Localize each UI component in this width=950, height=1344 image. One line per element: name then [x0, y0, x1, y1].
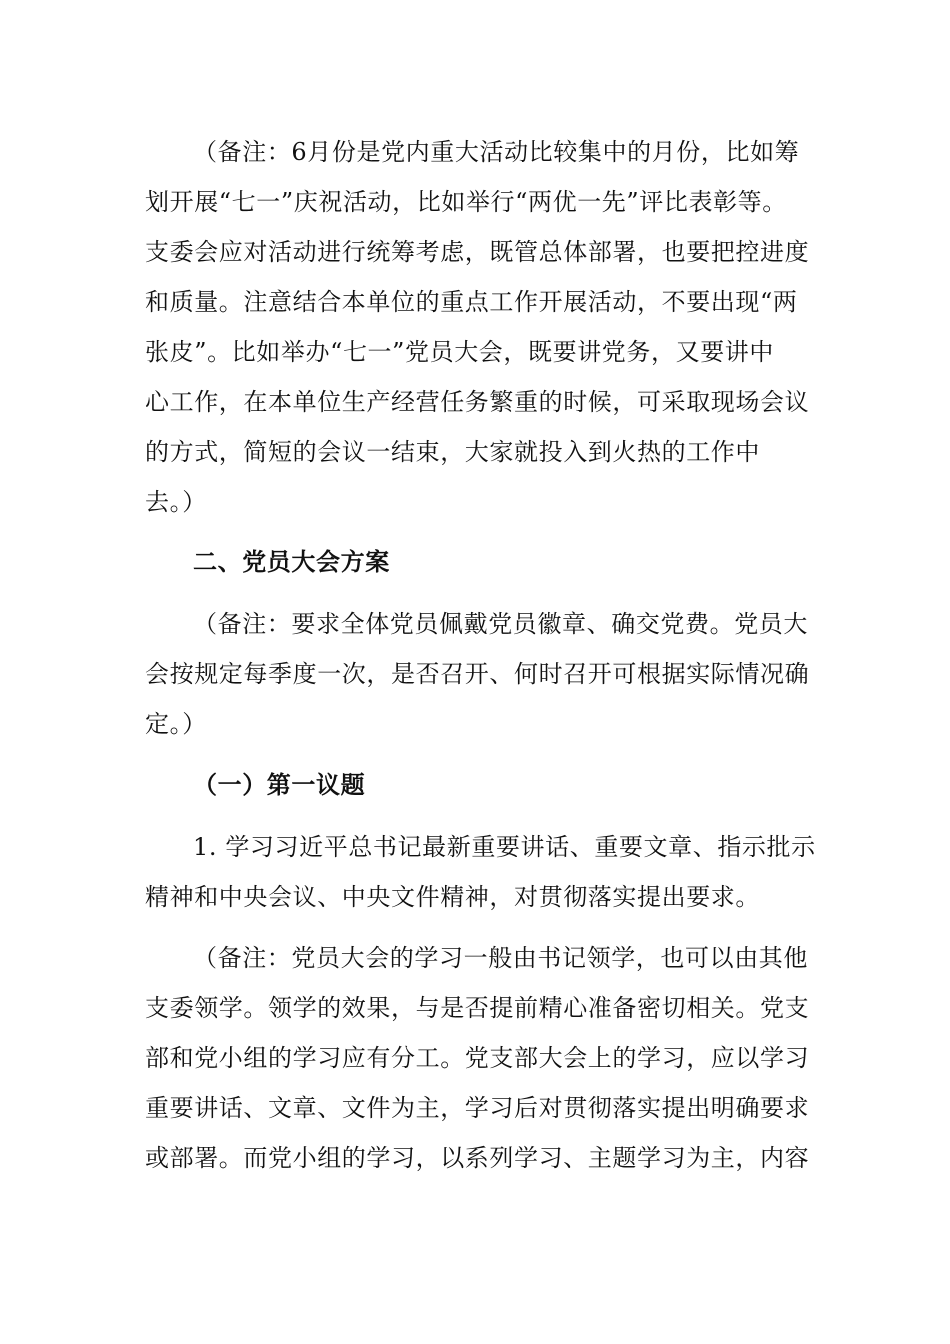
- note1-line-7: 的方式，简短的会议一结束，大家就投入到火热的工作中: [145, 438, 760, 466]
- note2-line-3: 定。）: [145, 710, 207, 738]
- note3-line-3: 部和党小组的学习应有分工。党支部大会上的学习，应以学习: [145, 1044, 810, 1072]
- section2-heading: 二、党员大会方案: [193, 548, 390, 576]
- note1-line-4: 和质量。注意结合本单位的重点工作开展活动，不要出现“两: [145, 288, 798, 316]
- note1-line-1: （备注：6月份是党内重大活动比较集中的月份，比如筹: [193, 138, 800, 166]
- note3-line-2: 支委领学。领学的效果，与是否提前精心准备密切相关。党支: [145, 994, 810, 1022]
- note2-line-2: 会按规定每季度一次，是否召开、何时召开可根据实际情况确: [145, 660, 810, 688]
- note3-line-5: 或部署。而党小组的学习，以系列学习、主题学习为主，内容: [145, 1144, 810, 1172]
- subsection1-heading: （一）第一议题: [193, 771, 366, 799]
- note1-line-6: 心工作，在本单位生产经营任务繁重的时候，可采取现场会议: [145, 388, 810, 416]
- item1-line-2: 精神和中央会议、中央文件精神，对贯彻落实提出要求。: [145, 883, 760, 911]
- note1-line-3: 支委会应对活动进行统筹考虑，既管总体部署，也要把控进度: [145, 238, 810, 266]
- note3-line-4: 重要讲话、文章、文件为主，学习后对贯彻落实提出明确要求: [145, 1094, 810, 1122]
- note1-line-5: 张皮”。比如举办“七一”党员大会，既要讲党务，又要讲中: [145, 338, 775, 366]
- note3-line-1: （备注：党员大会的学习一般由书记领学，也可以由其他: [193, 944, 808, 972]
- item1-line-1: 1. 学习习近平总书记最新重要讲话、重要文章、指示批示: [193, 833, 816, 861]
- note1-line-8: 去。）: [145, 488, 207, 516]
- note1-line-2: 划开展“七一”庆祝活动，比如举行“两优一先”评比表彰等。: [145, 188, 787, 216]
- note2-line-1: （备注：要求全体党员佩戴党员徽章、确交党费。党员大: [193, 610, 808, 638]
